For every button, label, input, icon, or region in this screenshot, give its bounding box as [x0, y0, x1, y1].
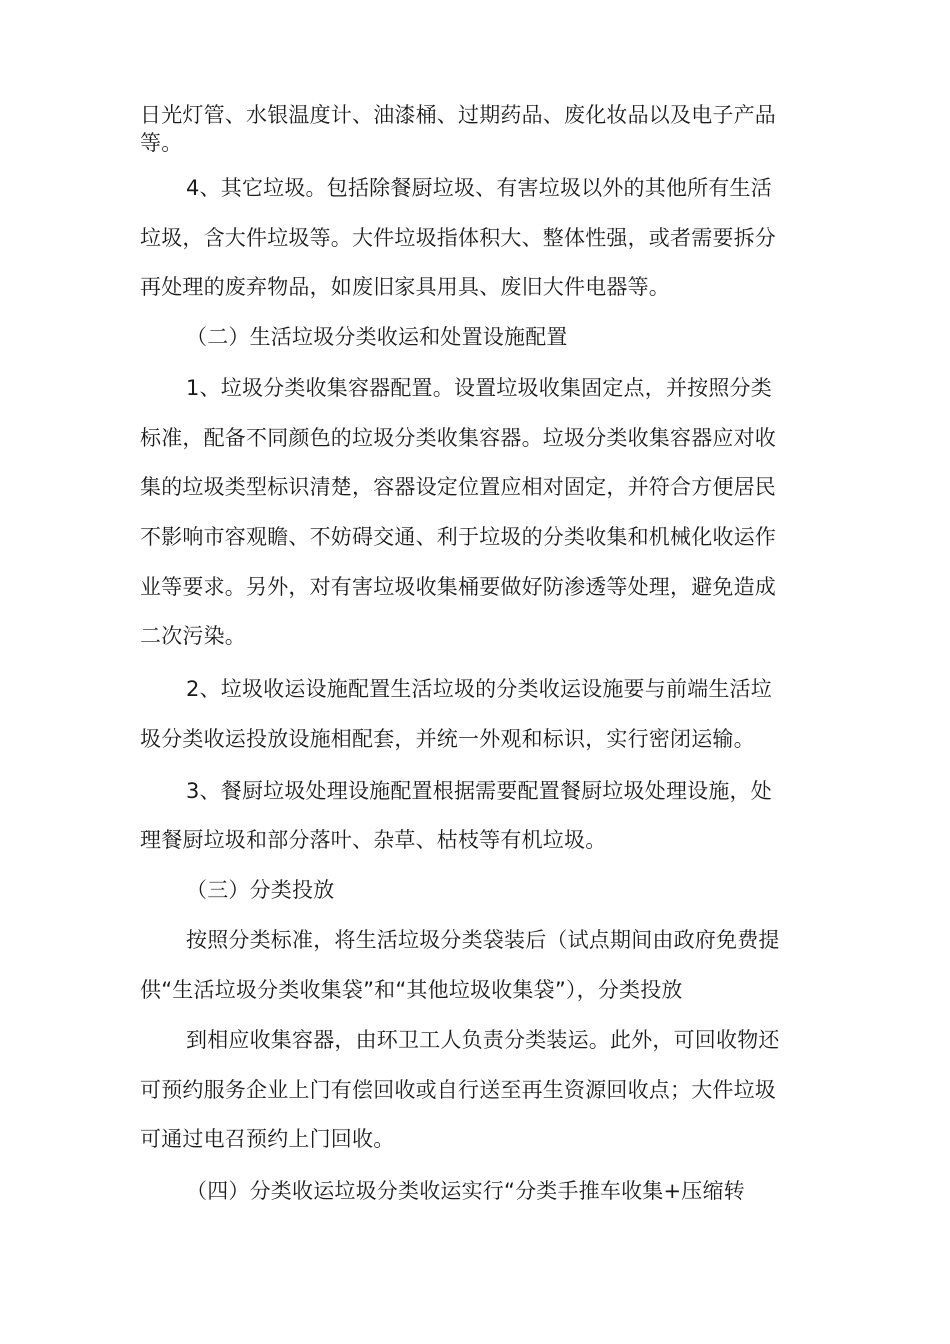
text-line: 等。	[140, 131, 183, 155]
text-line: 二次污染。	[140, 624, 246, 648]
text-line: 理餐厨垃圾和部分落叶、杂草、枯枝等有机垃圾。	[140, 828, 607, 852]
section-heading: （二）生活垃圾分类收运和处置设施配置	[186, 325, 568, 349]
text-line: 集的垃圾类型标识清楚，容器设定位置应相对固定，并符合方便居民	[140, 475, 776, 499]
section-heading: （三）分类投放	[186, 878, 335, 902]
text-line: 到相应收集容器，由环卫工人负责分类装运。此外，可回收物还	[186, 1028, 780, 1052]
text-line: 垃圾，含大件垃圾等。大件垃圾指体积大、整体性强，或者需要拆分	[140, 226, 776, 250]
text-line: 1、垃圾分类收集容器配置。设置垃圾收集固定点，并按照分类	[186, 376, 772, 400]
text-line: 日光灯管、水银温度计、油漆桶、过期药品、废化妆品以及电子产品	[140, 103, 776, 127]
text-line: 按照分类标准，将生活垃圾分类袋装后（试点期间由政府免费提	[186, 928, 780, 952]
text-line: 供“生活垃圾分类收集袋”和“其他垃圾收集袋”），分类投放	[140, 978, 683, 1002]
text-line: 3、餐厨垃圾处理设施配置根据需要配置餐厨垃圾处理设施，处	[186, 779, 772, 803]
text-line: 不影响市容观瞻、不妨碍交通、利于垃圾的分类收集和机械化收运作	[140, 525, 776, 549]
text-line: 圾分类收运投放设施相配套，并统一外观和标识，实行密闭运输。	[140, 727, 755, 751]
text-line: 业等要求。另外，对有害垃圾收集桶要做好防渗透等处理，避免造成	[140, 575, 776, 599]
text-line: 可预约服务企业上门有偿回收或自行送至再生资源回收点；大件垃圾	[140, 1078, 776, 1102]
text-line: 再处理的废弃物品，如废旧家具用具、废旧大件电器等。	[140, 275, 670, 299]
text-line: 标准，配备不同颜色的垃圾分类收集容器。垃圾分类收集容器应对收	[140, 426, 776, 450]
text-line: 2、垃圾收运设施配置生活垃圾的分类收运设施要与前端生活垃	[186, 677, 772, 701]
text-line: 可通过电召预约上门回收。	[140, 1127, 395, 1151]
text-line: 4、其它垃圾。包括除餐厨垃圾、有害垃圾以外的其他所有生活	[186, 176, 772, 200]
section-heading: （四）分类收运垃圾分类收运实行“分类手推车收集+压缩转	[186, 1179, 745, 1203]
